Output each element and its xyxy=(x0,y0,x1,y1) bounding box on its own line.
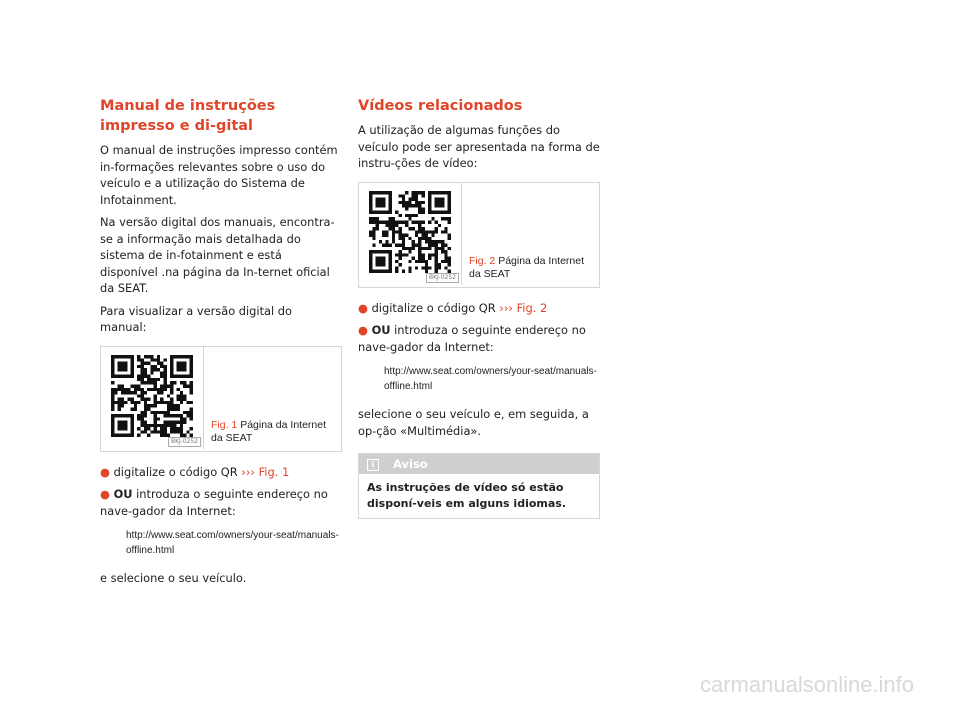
figure-1 xyxy=(100,346,342,452)
bullet-scan-qr xyxy=(100,464,342,481)
figure-2 xyxy=(358,182,600,288)
bullet-dot-icon: ● xyxy=(100,464,110,479)
paragraph-closing: selecione o seu veículo e, em seguida, a op-ção «Multimédia». xyxy=(358,407,589,438)
bullet-dot-icon: ● xyxy=(358,300,368,315)
figure-code: BKJ-0252 xyxy=(168,437,201,447)
paragraph-closing: e selecione o seu veículo. xyxy=(100,571,247,585)
bullet-text: introduza o seguinte endereço no nave-gador da Internet: xyxy=(100,487,328,518)
paragraph-digital: Na versão digital dos manuais, encontra-se a informação mais detalhada do sistema de in-fotainment e está disponível .na página da In-ternet oficial da SEAT. xyxy=(100,215,335,295)
figure-caption-text: Página da Internet da SEAT xyxy=(211,418,327,444)
figure-caption xyxy=(211,419,337,445)
watermark: carmanualsonline.info xyxy=(700,672,915,697)
bullet-enter-url xyxy=(100,486,342,519)
figure-number: Fig. 1 xyxy=(211,418,238,431)
section-title-manual: Manual de instruções impresso e di-gital xyxy=(100,98,276,134)
bullet-enter-url xyxy=(358,322,600,355)
bullet-dot-icon: ● xyxy=(358,323,368,337)
figure-caption-text: Página da Internet da SEAT xyxy=(469,254,585,280)
paragraph-visualize: Para visualizar a versão digital do manual: xyxy=(100,303,293,334)
bullet-strong: OU xyxy=(371,323,391,337)
figure-link[interactable]: ››› Fig. 2 xyxy=(499,300,548,315)
bullet-text: introduza o seguinte endereço no nave-gador da Internet: xyxy=(358,323,586,354)
url-link[interactable]: http://www.seat.com/owners/your-seat/manuals-offline.html xyxy=(384,366,597,392)
info-icon: i xyxy=(367,459,379,471)
paragraph-video-intro: A utilização de algumas funções do veículo pode ser apresentada na forma de instru-ções de vídeo: xyxy=(358,123,600,170)
notice-header xyxy=(359,454,599,474)
qr-code-frame xyxy=(101,347,204,449)
figure-code: BKJ-0252 xyxy=(426,273,459,283)
left-column xyxy=(100,96,342,593)
qr-code-frame xyxy=(359,183,462,285)
bullet-scan-qr xyxy=(358,300,600,317)
bullet-dot-icon: ● xyxy=(100,487,110,501)
qr-code-icon[interactable] xyxy=(111,355,193,437)
url-link[interactable]: http://www.seat.com/owners/your-seat/manuals-offline.html xyxy=(126,530,339,556)
figure-number: Fig. 2 xyxy=(469,254,496,267)
qr-code-icon[interactable] xyxy=(369,191,451,273)
notice-title: Aviso xyxy=(393,457,428,471)
figure-caption xyxy=(469,255,595,281)
notice-text: As instruções de vídeo só estão disponí-veis em alguns idiomas. xyxy=(367,481,567,510)
bullet-text: digitalize o código QR xyxy=(371,300,496,315)
figure-link[interactable]: ››› Fig. 1 xyxy=(241,464,290,479)
section-title-videos: Vídeos relacionados xyxy=(358,98,523,114)
bullet-text: digitalize o código QR xyxy=(113,464,238,479)
paragraph-intro: O manual de instruções impresso contém in-formações relevantes sobre o uso do veículo e a utilização do Sistema de Infotainment. xyxy=(100,143,338,207)
bullet-strong: OU xyxy=(113,487,133,501)
notice-box xyxy=(358,453,600,519)
right-column xyxy=(358,96,600,519)
